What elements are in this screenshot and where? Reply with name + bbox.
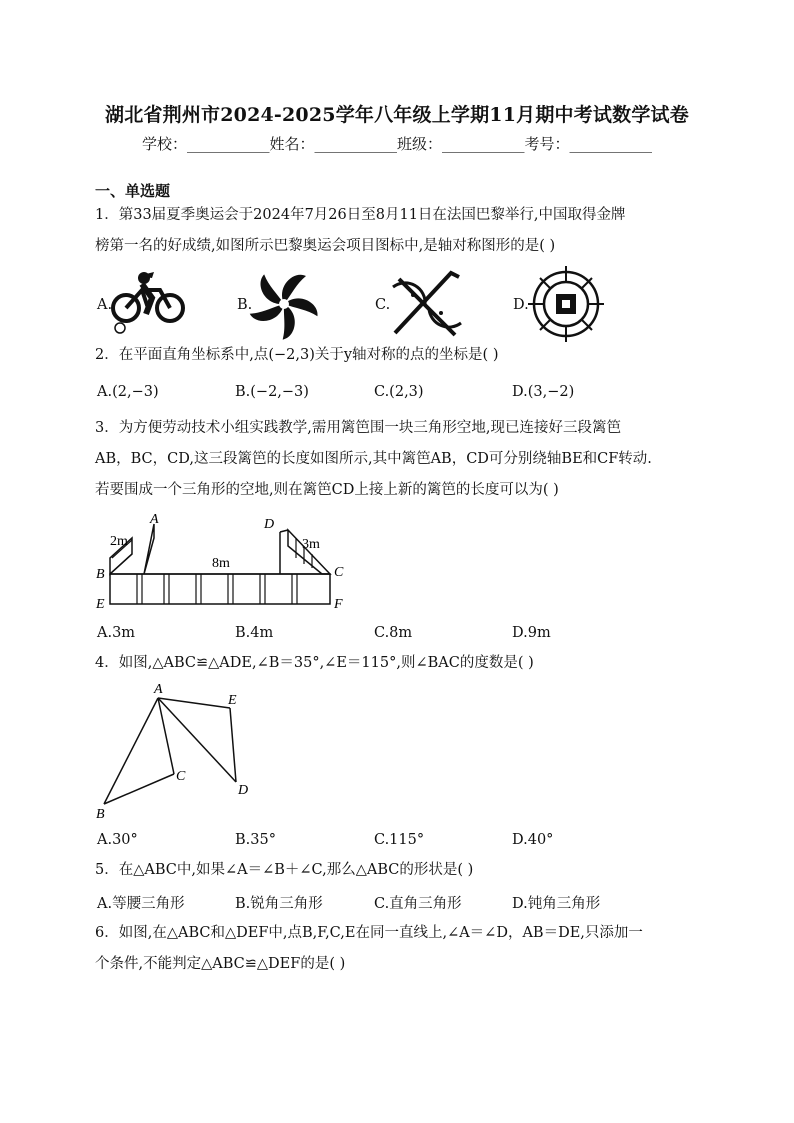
q4-option-b: B.35° — [235, 832, 276, 848]
q2-line-1: 2．在平面直角坐标系中,点(−2,3)关于y轴对称的点的坐标是( ) — [95, 347, 499, 363]
q1-line-1: 1．第33届夏季奥运会于2024年7月26日至8月11日在法国巴黎举行,中国取得金牌 — [95, 207, 626, 223]
pinwheel-icon — [248, 268, 320, 340]
fence-length-bc: 8m — [212, 556, 230, 571]
q6-line-2: 个条件,不能判定△ABC≌△DEF的是( ) — [95, 956, 346, 972]
triangle-label-e: E — [228, 693, 237, 708]
q1-option-c: C. — [375, 297, 391, 313]
q2-option-d: D.(3,−2) — [512, 384, 575, 400]
q2-option-b: B.(−2,−3) — [235, 384, 309, 400]
q1-option-d: D. — [513, 297, 529, 313]
target-icon — [528, 266, 604, 342]
hockey-icon — [385, 265, 467, 341]
q2-option-a: A.(2,−3) — [97, 384, 159, 400]
triangle-figure — [92, 678, 262, 820]
triangle-label-a: A — [154, 682, 163, 697]
fence-label-a: A — [150, 512, 159, 527]
section-heading: 一、单选题 — [95, 182, 171, 200]
q5-line-1: 5．在△ABC中,如果∠A＝∠B＋∠C,那么△ABC的形状是( ) — [95, 862, 474, 878]
fence-label-e: E — [96, 597, 105, 612]
q5-option-a: A.等腰三角形 — [97, 896, 185, 912]
q3-line-1: 3．为方便劳动技术小组实践教学,需用篱笆围一块三角形空地,现已连接好三段篱笆 — [95, 420, 621, 436]
student-info-line: 学校：___________姓名：___________班级：___________考号：___________ — [141, 135, 652, 153]
q3-line-2: AB，BC，CD,这三段篱笆的长度如图所示,其中篱笆AB，CD可分别绕轴BE和CF转动. — [95, 451, 652, 467]
q3-option-c: C.8m — [374, 625, 413, 641]
triangle-label-d: D — [238, 783, 249, 798]
q4-option-d: D.40° — [512, 832, 554, 848]
q1-option-b: B. — [237, 297, 253, 313]
fence-figure — [92, 510, 352, 614]
fence-label-c: C — [334, 565, 344, 580]
q3-option-b: B.4m — [235, 625, 274, 641]
q3-line-3: 若要围成一个三角形的空地,则在篱笆CD上接上新的篱笆的长度可以为( ) — [95, 482, 559, 498]
q3-option-a: A.3m — [97, 625, 136, 641]
fence-label-d: D — [264, 517, 275, 532]
q3-option-d: D.9m — [512, 625, 551, 641]
q4-line-1: 4．如图,△ABC≌△ADE,∠B＝35°,∠E＝115°,则∠BAC的度数是( ) — [95, 655, 534, 671]
q4-option-c: C.115° — [374, 832, 425, 848]
fence-label-b: B — [96, 567, 105, 582]
q4-option-a: A.30° — [97, 832, 138, 848]
q5-option-c: C.直角三角形 — [374, 896, 462, 912]
cycling-icon — [108, 268, 190, 338]
fence-length-cd: 3m — [302, 537, 320, 552]
q5-option-b: B.锐角三角形 — [235, 896, 323, 912]
triangle-label-c: C — [176, 769, 186, 784]
q1-line-2: 榜第一名的好成绩,如图所示巴黎奥运会项目图标中,是轴对称图形的是( ) — [95, 238, 556, 254]
fence-label-f: F — [334, 597, 343, 612]
q2-option-c: C.(2,3) — [374, 384, 424, 400]
page-title: 湖北省荆州市2024-2025学年八年级上学期11月期中考试数学试卷 — [105, 104, 689, 126]
q6-line-1: 6．如图,在△ABC和△DEF中,点B,F,C,E在同一直线上,∠A＝∠D，AB＝DE,只添加一 — [95, 925, 643, 941]
q5-option-d: D.钝角三角形 — [512, 896, 601, 912]
q1-option-a: A. — [97, 297, 113, 313]
triangle-label-b: B — [96, 807, 105, 820]
fence-length-ab: 2m — [110, 534, 128, 549]
